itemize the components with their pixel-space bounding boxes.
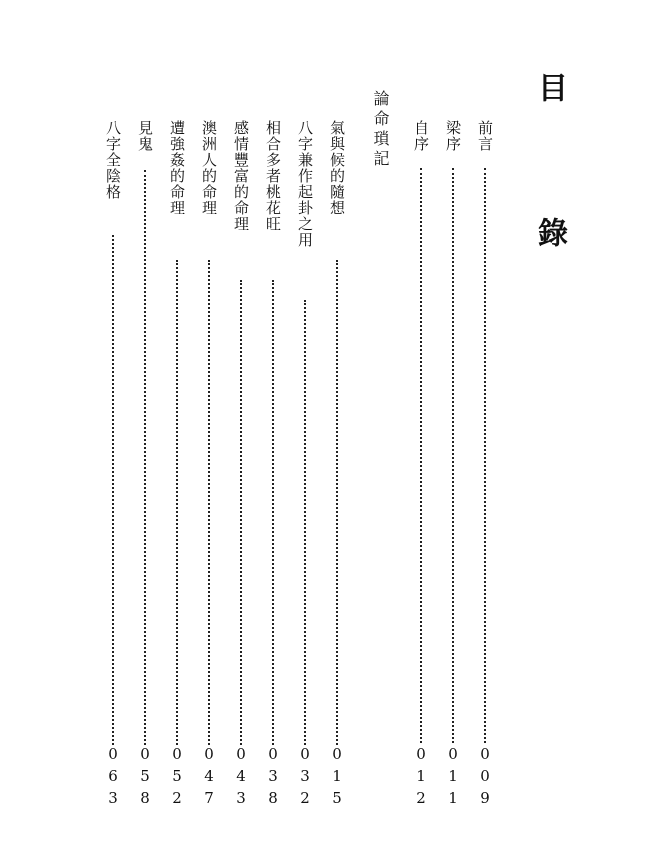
toc-entry-page-number: 009 — [476, 745, 494, 811]
page-title: 目 錄 — [532, 72, 567, 287]
dotted-leader — [144, 170, 146, 745]
dotted-leader — [336, 260, 338, 745]
toc-entry-label: 相合多者桃花旺 — [264, 120, 282, 232]
dotted-leader — [420, 168, 422, 743]
dotted-leader — [272, 280, 274, 745]
toc-entry-author-preface[interactable] — [410, 120, 432, 810]
toc-entry-label: 自序 — [412, 120, 430, 152]
toc-entry-liang-preface[interactable] — [442, 120, 464, 810]
dotted-leader — [452, 168, 454, 743]
dotted-leader — [240, 280, 242, 745]
toc-entry-label: 梁序 — [444, 120, 462, 152]
toc-entry-label: 遭強姦的命理 — [168, 120, 186, 216]
section-heading: 論命瑣記 — [371, 90, 390, 170]
dotted-leader — [112, 235, 114, 745]
toc-entry-page-number: 011 — [444, 745, 462, 811]
toc-entry-preface[interactable] — [474, 120, 496, 810]
toc-entry-page-number: 032 — [296, 745, 314, 811]
toc-entry-label: 氣與候的隨想 — [328, 120, 346, 216]
toc-entry-label: 感情豐富的命理 — [232, 120, 250, 232]
toc-entry-page-number: 012 — [412, 745, 430, 811]
dotted-leader — [176, 260, 178, 745]
toc-entry-page-number: 043 — [232, 745, 250, 811]
toc-entry-label: 見鬼 — [136, 120, 154, 152]
toc-entry-page-number: 047 — [200, 745, 218, 811]
toc-entry-label: 八字全陰格 — [104, 120, 122, 200]
toc-entry-label: 澳洲人的命理 — [200, 120, 218, 216]
toc-entry-label: 前言 — [476, 120, 494, 152]
toc-entry-page-number: 058 — [136, 745, 154, 811]
toc-entry-page-number: 015 — [328, 745, 346, 811]
toc-entry-label: 八字兼作起卦之用 — [296, 120, 314, 248]
toc-entry-page-number: 038 — [264, 745, 282, 811]
dotted-leader — [484, 168, 486, 743]
toc-entry-page-number: 052 — [168, 745, 186, 811]
dotted-leader — [304, 300, 306, 745]
dotted-leader — [208, 260, 210, 745]
toc-entry-page-number: 063 — [104, 745, 122, 811]
